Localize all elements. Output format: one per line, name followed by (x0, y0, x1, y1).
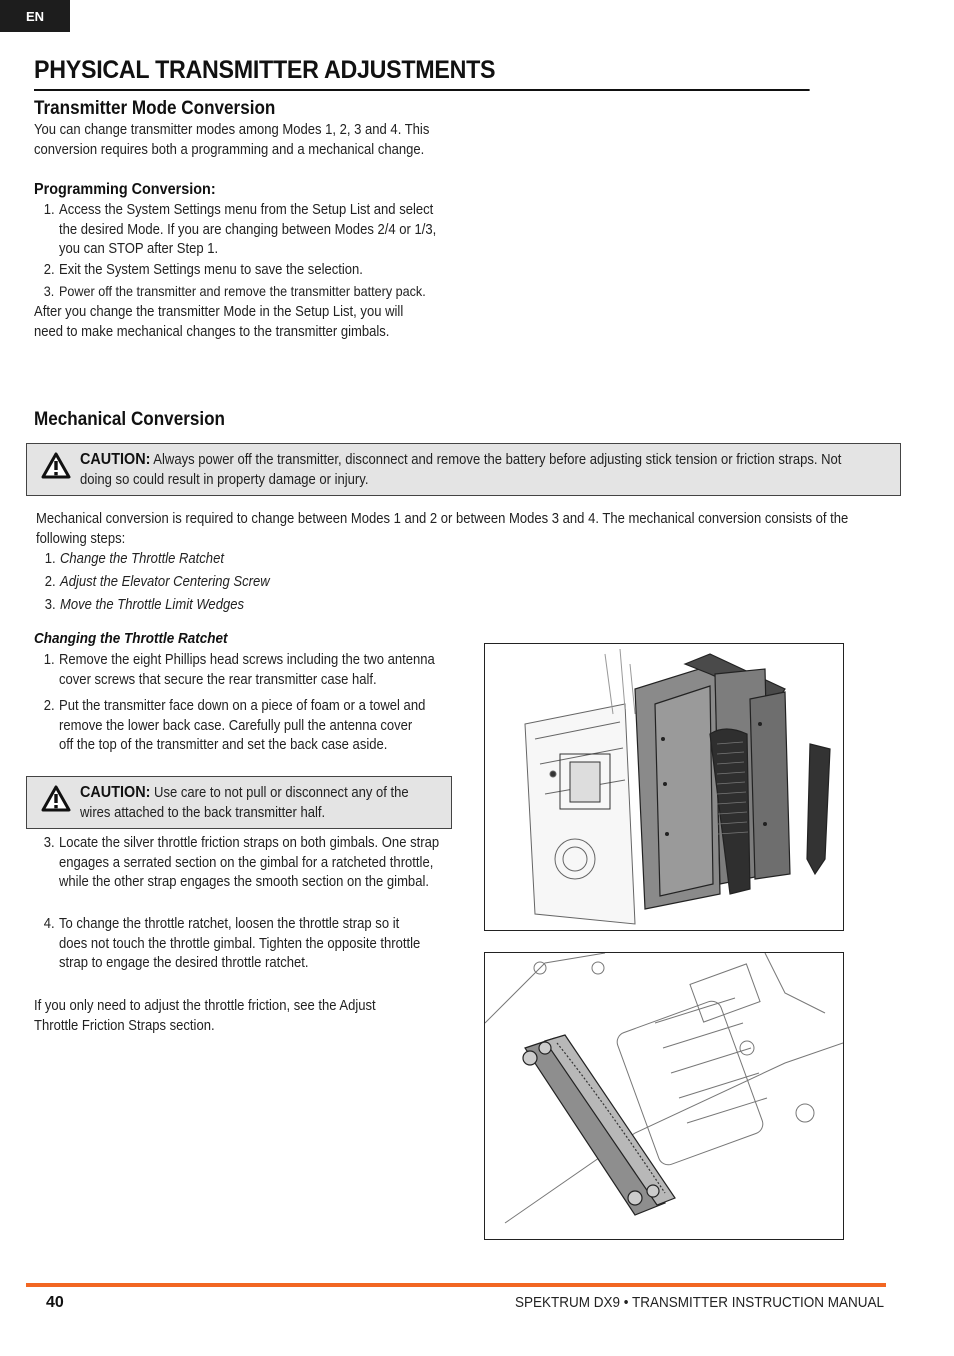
step-text: Move the Throttle Limit Wedges (60, 597, 244, 613)
transmitter-back-case-figure (484, 643, 844, 931)
warning-triangle-icon (41, 785, 71, 812)
page-number: 40 (46, 1294, 64, 1311)
step-number: 3. (43, 283, 55, 299)
step-text: Exit the System Settings menu to save the selection. (59, 262, 363, 278)
warning-triangle-icon (41, 452, 71, 479)
step-text: Change the Throttle Ratchet (60, 551, 224, 567)
language-tab (0, 0, 70, 32)
programming-conversion-heading: Programming Conversion: (34, 181, 216, 198)
ratchet-step-4 (43, 915, 424, 974)
step-number: 1. (44, 551, 56, 567)
gimbal-closeup-illustration (485, 953, 843, 1239)
step-number: 4. (43, 916, 55, 932)
language-label: EN (25, 8, 45, 24)
caution-text (80, 783, 440, 823)
caution-box-power (26, 443, 901, 496)
step-text: Put the transmitter face down on a piece of foam or a towel and remove the lower back case. Carefully pull the antenna cover off the top of the transmitter and set the back case aside. (59, 698, 426, 753)
step-text: Remove the eight Phillips head screws including the two antenna cover screws that secure the rear transmitter case half. (59, 652, 435, 688)
step-text: To change the throttle ratchet, loosen the throttle strap so it does not touch the throttle gimbal. Tighten the opposite throttle strap to engage the desired throttle ratchet. (59, 916, 421, 971)
programming-step-3 (43, 282, 473, 302)
caution-box-wires (26, 776, 452, 829)
step-text: Locate the silver throttle friction straps on both gimbals. One strap engages a serrated section on the gimbal for a ratcheted throttle, while the other strap engages the smooth section on the gimbal. (59, 835, 440, 890)
mechanical-step-3 (44, 596, 420, 616)
caution-text (80, 450, 872, 490)
mechanical-conversion-heading: Mechanical Conversion (34, 409, 226, 430)
footer-accent-rule (26, 1283, 886, 1287)
step-text: Adjust the Elevator Centering Screw (60, 574, 270, 590)
transmitter-exploded-illustration (485, 644, 843, 930)
ratchet-step-1 (43, 651, 448, 690)
programming-step-1 (43, 201, 448, 260)
mode-conversion-heading: Transmitter Mode Conversion (34, 98, 276, 119)
step-number: 1. (43, 652, 55, 668)
gimbal-friction-strap-figure (484, 952, 844, 1240)
step-number: 2. (44, 574, 56, 590)
throttle-friction-note: If you only need to adjust the throttle friction, see the Adjust Throttle Friction Straps section. (34, 998, 376, 1034)
ratchet-step-3 (43, 834, 448, 893)
mode-conversion-after: After you change the transmitter Mode in the Setup List, you will need to make mechanical changes to the transmitter gimbals. (34, 304, 404, 340)
throttle-ratchet-heading: Changing the Throttle Ratchet (34, 630, 228, 647)
caution-message: Always power off the transmitter, disconnect and remove the battery before adjusting stick tension or friction straps. Not doing so could result in property damage or injury. (80, 452, 842, 488)
step-number: 1. (43, 202, 55, 218)
step-number: 2. (43, 698, 55, 714)
caution-label: CAUTION: (80, 451, 151, 468)
step-number: 3. (44, 597, 56, 613)
programming-step-2 (43, 261, 448, 281)
mode-conversion-intro: You can change transmitter modes among Modes 1, 2, 3 and 4. This conversion requires both a programming and a mechanical change. (34, 122, 430, 158)
step-text: Access the System Settings menu from the Setup List and select the desired Mode. If you are changing between Modes 2/4 or 1/3, you can STOP after Step 1. (59, 202, 437, 257)
caution-message: Use care to not pull or disconnect any of the wires attached to the back transmitter half. (80, 785, 409, 821)
mechanical-step-2 (44, 573, 420, 593)
manual-title: SPEKTRUM DX9 • TRANSMITTER INSTRUCTION MANUAL (514, 1294, 884, 1311)
step-text: Power off the transmitter and remove the transmitter battery pack. (59, 283, 426, 299)
ratchet-step-2 (43, 697, 428, 756)
step-number: 2. (43, 262, 55, 278)
mechanical-step-1 (44, 550, 420, 570)
step-number: 3. (43, 835, 55, 851)
caution-label: CAUTION: (80, 784, 151, 801)
mechanical-intro: Mechanical conversion is required to change between Modes 1 and 2 or between Modes 3 and 4. The mechanical conversion consists of the following steps: (36, 511, 849, 547)
page-title: PHYSICAL TRANSMITTER ADJUSTMENTS (34, 56, 810, 91)
